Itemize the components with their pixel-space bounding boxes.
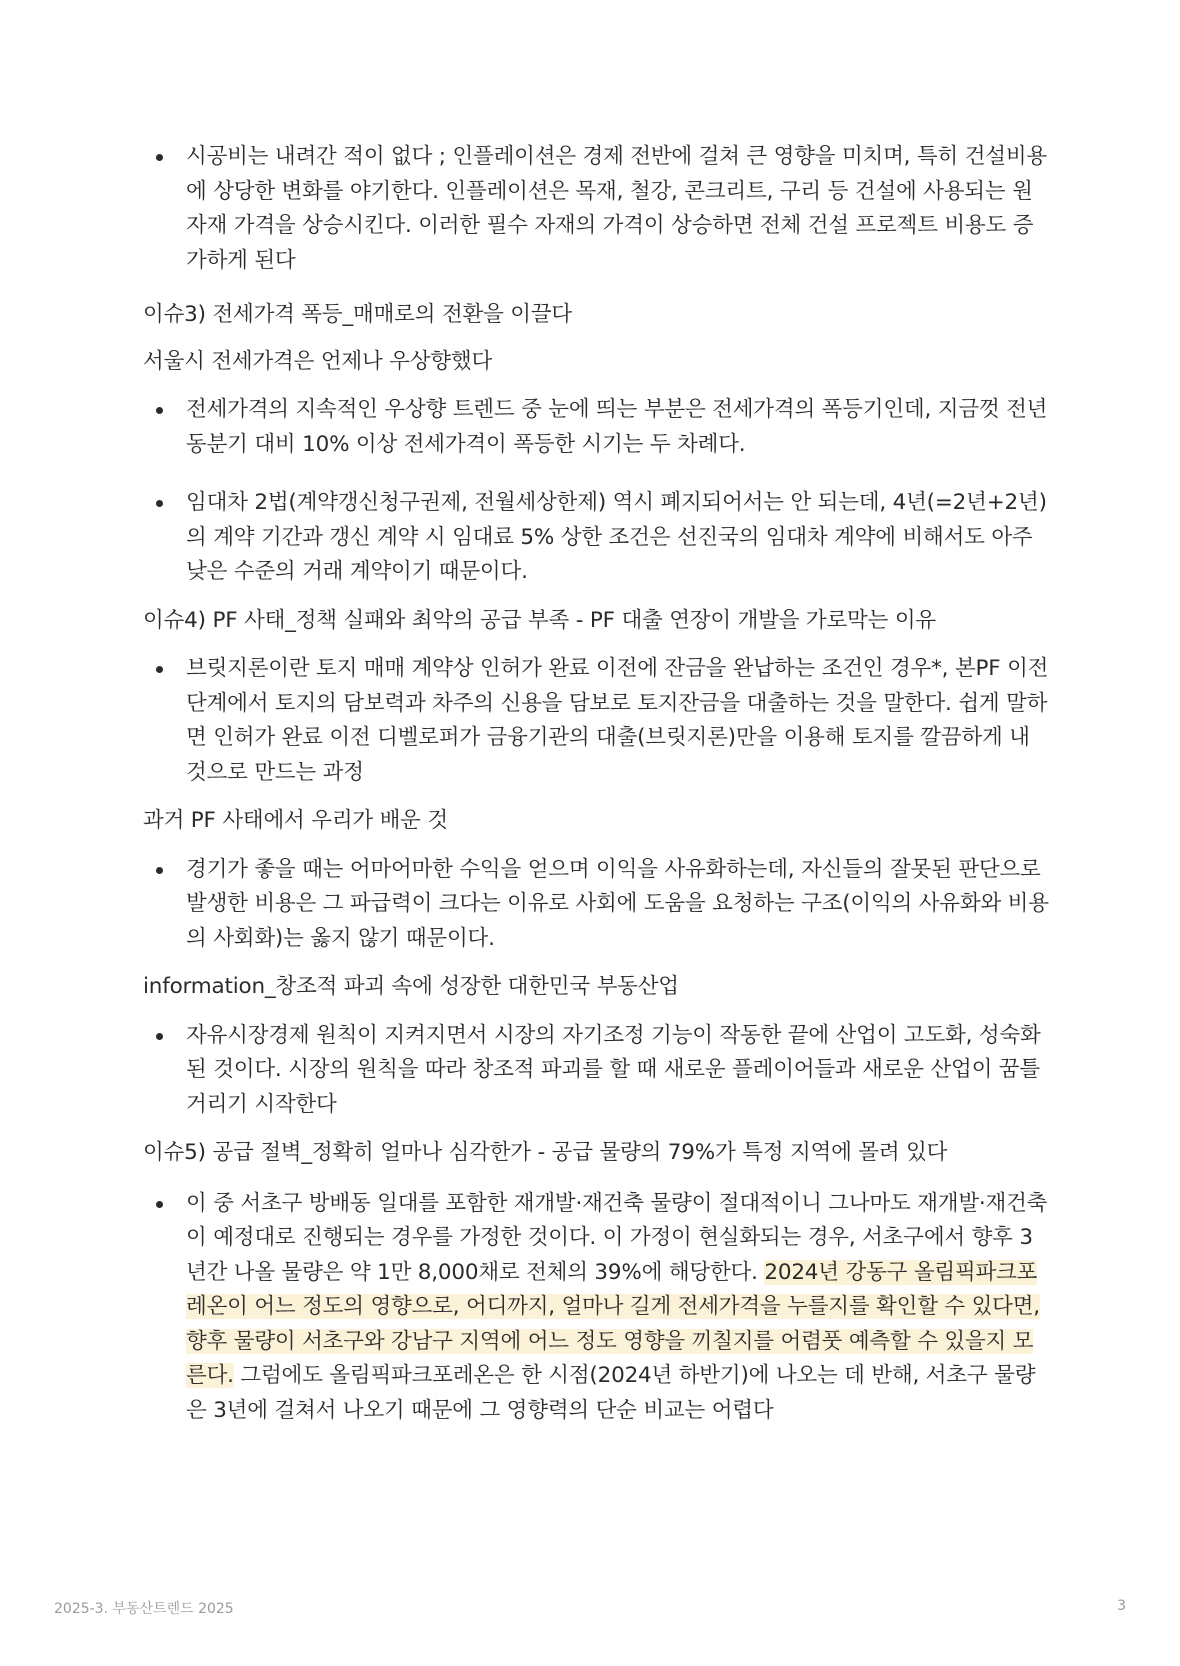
section-heading: information_창조적 파괴 속에 성장한 대한민국 부동산업 (143, 974, 679, 999)
page-content (143, 140, 1053, 1428)
page-number: 3 (1117, 1598, 1126, 1614)
bullet-dot-icon (156, 1033, 163, 1040)
bullet-item (143, 1019, 1053, 1123)
section-heading: 이슈3) 전세가격 폭등_매매로의 전환을 이끌다 (143, 302, 572, 327)
sub-heading: 서울시 전세가격은 언제나 우상향했다 (143, 348, 493, 374)
bullet-item (143, 486, 1053, 590)
bullet-text: 이 중 서초구 방배동 일대를 포함한 재개발·재건축 물량이 절대적이니 그나마도 재개발·재건축이 예정대로 진행되는 경우를 가정한 것이다. 이 가정이 현실화되는 경우, 서초구에서 향후 3년간 나올 물량은 약 1만 8,000채로 전체의 39%에 해당한다. (186, 1190, 1048, 1285)
bullet-item (143, 140, 1053, 278)
bullet-dot-icon (156, 1201, 163, 1208)
bullet-text: 임대차 2법(계약갱신청구권제, 전월세상한제) 역시 폐지되어서는 안 되는데, 4년(=2년+2년)의 계약 기간과 갱신 계약 시 임대료 5% 상한 조건은 선진국의 임대차 계약에 비해서도 아주 낮은 수준의 거래 계약이기 때문이다. (186, 490, 1047, 584)
bullet-text: 전세가격의 지속적인 우상향 트렌드 중 눈에 띄는 부분은 전세가격의 폭등기인데, 지금껏 전년 동분기 대비 10% 이상 전세가격이 폭등한 시기는 두 차례다. (186, 397, 1048, 457)
sub-heading: 과거 PF 사태에서 우리가 배운 것 (143, 808, 448, 833)
bullet-text: 브릿지론이란 토지 매매 계약상 인허가 완료 이전에 잔금을 완납하는 조건인 경우*, 본PF 이전 단계에서 토지의 담보력과 차주의 신용을 담보로 토지잔금을 대출하는 것을 말한다. 쉽게 말하면 인허가 완료 이전 디벨로퍼가 금융기관의 대출(브릿지론)만을 이용해 토지를 깔끔하게 내 것으로 만드는 과정 (186, 656, 1049, 785)
bullet-item (143, 1187, 1053, 1429)
bullet-item (143, 393, 1053, 462)
bullet-item (143, 652, 1053, 790)
bullet-dot-icon (156, 500, 163, 507)
bullet-text: 경기가 좋을 때는 어마어마한 수익을 얻으며 이익을 사유화하는데, 자신들의 잘못된 판단으로 발생한 비용은 그 파급력이 크다는 이유로 사회에 도움을 요청하는 구조(이익의 사유화와 비용의 사회화)는 옳지 않기 때문이다. (186, 856, 1049, 951)
bullet-dot-icon (156, 154, 163, 161)
bullet-text: 자유시장경제 원칙이 지켜지면서 시장의 자기조정 기능이 작동한 끝에 산업이 고도화, 성숙화 된 것이다. 시장의 원칙을 따라 창조적 파괴를 할 때 새로운 플레이어들과 새로운 산업이 꿈틀거리기 시작한다 (186, 1022, 1041, 1117)
bullet-item (143, 853, 1053, 957)
bullet-dot-icon (156, 407, 163, 414)
section-heading: 이슈4) PF 사태_정책 실패와 최악의 공급 부족 - PF 대출 연장이 개발을 가로막는 이유 (143, 607, 936, 633)
highlighted-text: 2024년 강동구 올림픽파크포레온이 어느 정도의 영향으로, 어디까지, 얼마나 길게 전세가격을 누를지를 확인할 수 있다면, 향후 물량이 서초구와 강남구 지역에 어느 정도 영향을 끼칠지를 어렴풋 예측할 수 있을지 모른다. (186, 1259, 1040, 1388)
bullet-dot-icon (156, 867, 163, 874)
footer-title: 2025-3. 부동산트렌드 2025 (54, 1601, 234, 1617)
bullet-dot-icon (156, 666, 163, 673)
bullet-text: 시공비는 내려간 적이 없다 ; 인플레이션은 경제 전반에 걸쳐 큰 영향을 미치며, 특히 건설비용에 상당한 변화를 야기한다. 인플레이션은 목재, 철강, 콘크리트, 구리 등 건설에 사용되는 원자재 가격을 상승시킨다. 이러한 필수 자재의 가격이 상승하면 전체 건설 프로젝트 비용도 증가하게 된다 (186, 144, 1047, 273)
bullet-text: 그럼에도 올림픽파크포레온은 한 시점(2024년 하반기)에 나오는 데 반해, 서초구 물량은 3년에 걸쳐서 나오기 때문에 그 영향력의 단순 비교는 어렵다 (186, 1363, 1036, 1423)
section-heading: 이슈5) 공급 절벽_정확히 얼마나 심각한가 - 공급 물량의 79%가 특정 지역에 몰려 있다 (143, 1140, 948, 1165)
